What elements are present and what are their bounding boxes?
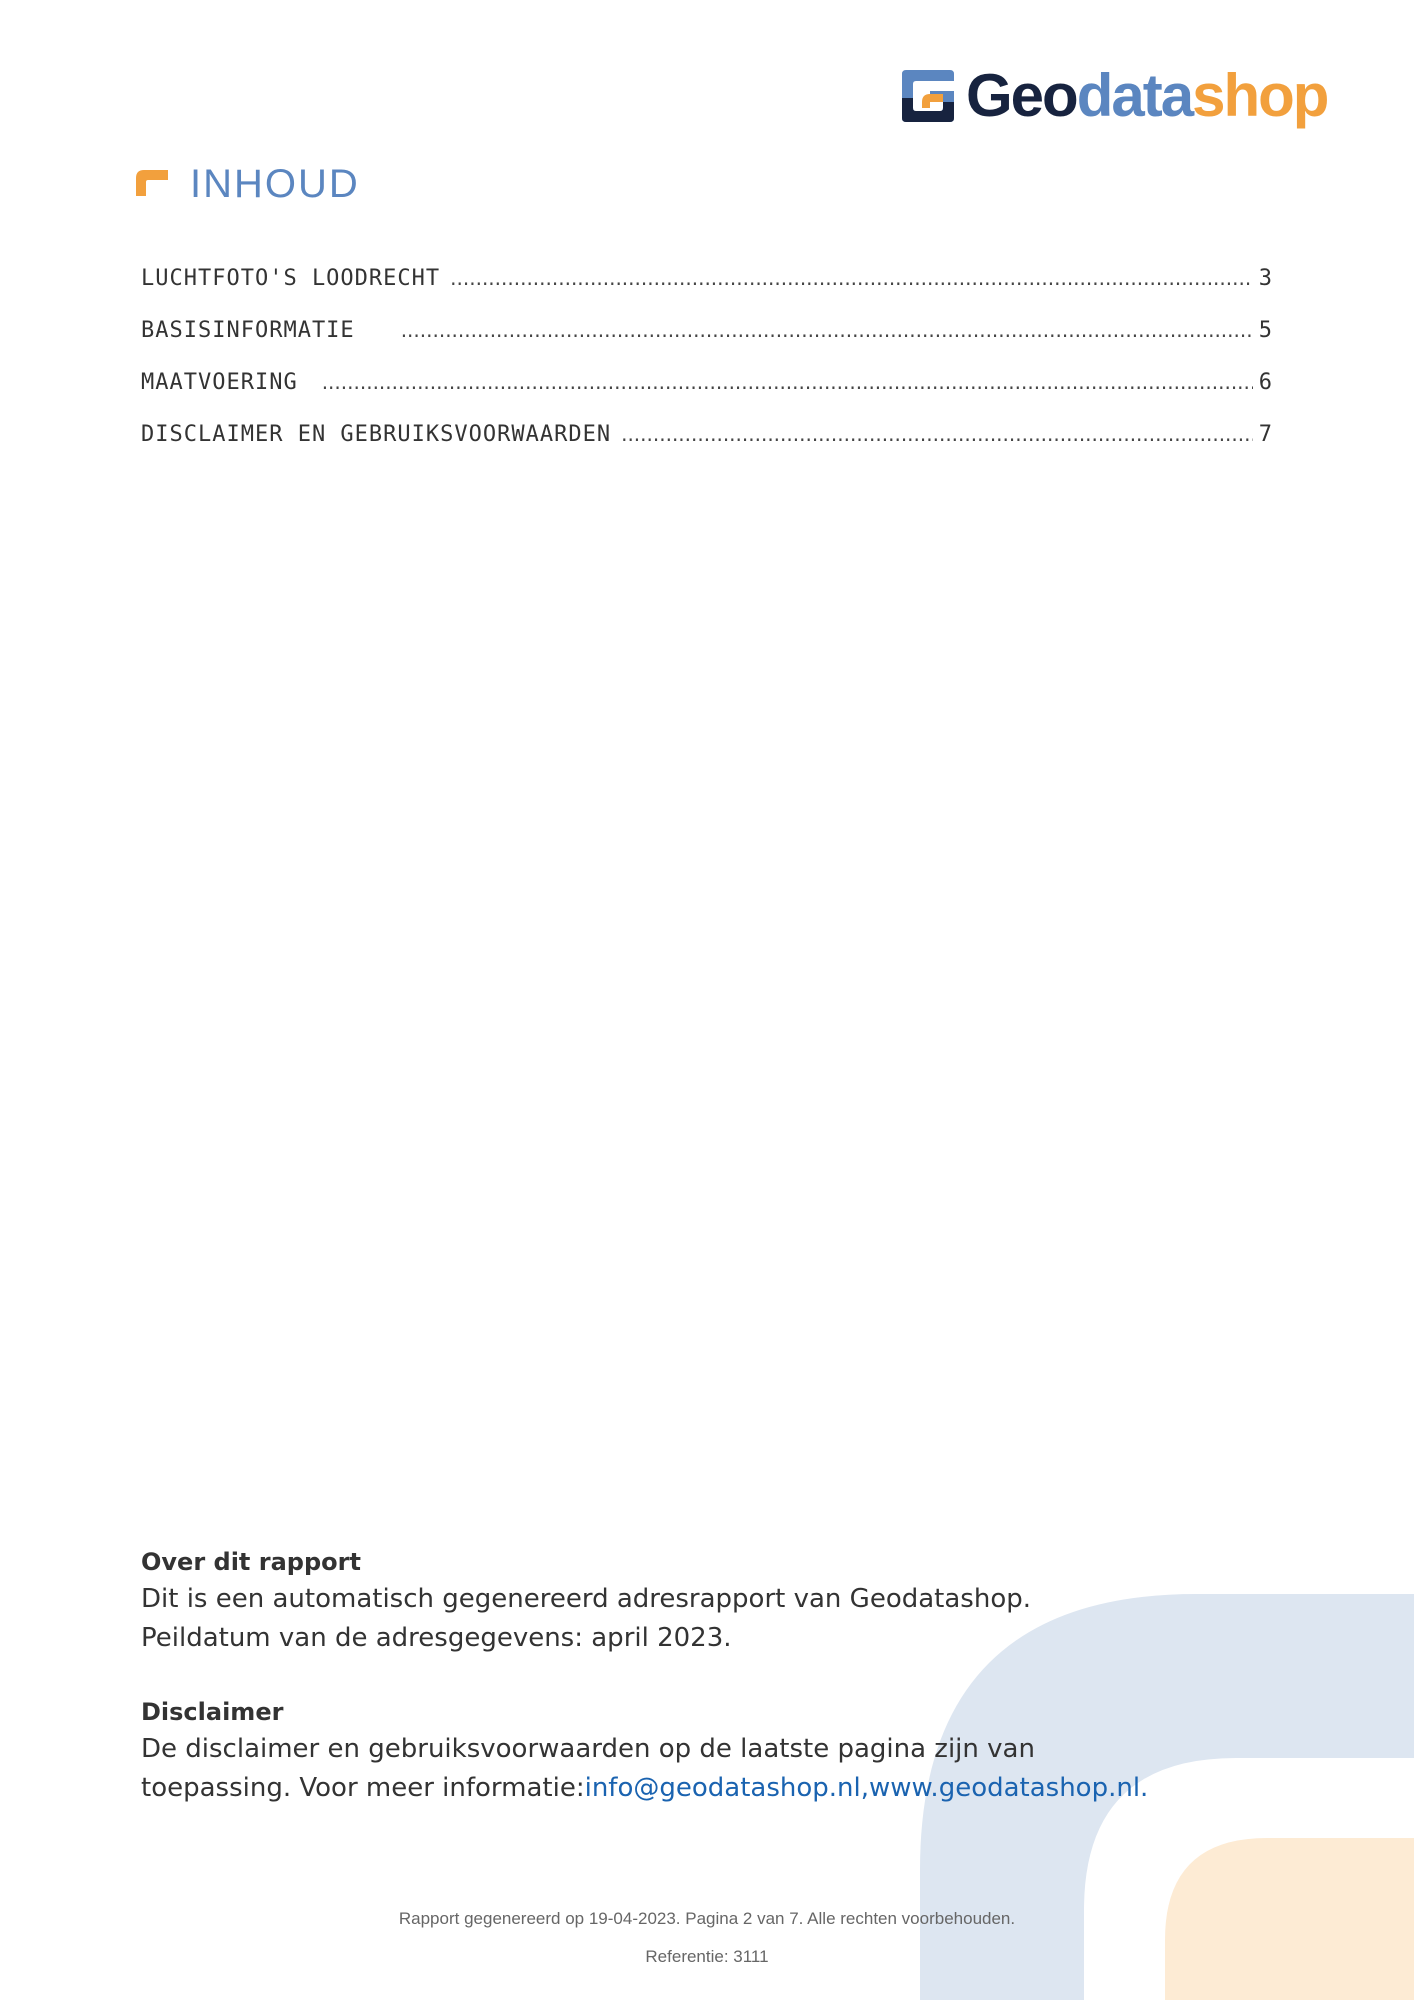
toc-entry-title: LUCHTFOTO'S LOODRECHT [141, 266, 441, 291]
about-line-2: Peildatum van de adresgegevens: april 2023. [141, 1623, 732, 1653]
about-line-1: Dit is een automatisch gegenereerd adresrapport van Geodatashop. [141, 1584, 1031, 1614]
toc-entry-title: BASISINFORMATIE [141, 318, 355, 343]
footer-reference: Referentie: 3111 [645, 1947, 769, 1966]
table-of-contents [141, 266, 1272, 474]
footer-generated-info: Rapport gegenereerd op 19-04-2023. Pagina 2 van 7. Alle rechten voorbehouden. [398, 1909, 1016, 1928]
about-heading: Over dit rapport [141, 1548, 361, 1576]
toc-entry-page: 5 [1258, 318, 1272, 343]
logo-wordmark [966, 62, 1328, 129]
toc-dot-leader [322, 370, 1253, 394]
toc-heading [134, 160, 360, 208]
toc-entry-page: 3 [1258, 266, 1272, 291]
website-link[interactable]: www.geodatashop.nl. [869, 1773, 1149, 1803]
toc-entry-disclaimer[interactable] [141, 422, 1272, 474]
toc-entry-maatvoering[interactable] [141, 370, 1272, 422]
email-link[interactable]: info@geodatashop.nl [584, 1773, 861, 1803]
logo-text-shop: shop [1192, 62, 1328, 129]
disclaimer-line-2 [141, 1769, 1241, 1808]
toc-entry-page: 7 [1258, 422, 1272, 447]
disclaimer-section [141, 1694, 1241, 1808]
disclaimer-line-2-text: toepassing. Voor meer informatie: [141, 1773, 585, 1803]
toc-dot-leader [401, 318, 1253, 342]
disclaimer-heading: Disclaimer [141, 1698, 284, 1726]
geodatashop-logo-icon [900, 68, 956, 124]
toc-entry-page: 6 [1258, 370, 1272, 395]
page-title: INHOUD [190, 162, 360, 206]
report-info [141, 1544, 1241, 1808]
toc-dot-leader [450, 266, 1253, 290]
link-separator: , [860, 1773, 870, 1803]
page-footer [0, 1900, 1414, 1976]
toc-entry-basisinformatie[interactable] [141, 318, 1272, 370]
corner-bracket-icon [134, 166, 170, 202]
brand-logo [900, 62, 1328, 129]
toc-entry-luchtfotos[interactable] [141, 266, 1272, 318]
logo-text-data: data [1076, 62, 1193, 129]
disclaimer-line-1: De disclaimer en gebruiksvoorwaarden op de laatste pagina zijn van [141, 1734, 1035, 1764]
toc-dot-leader [621, 422, 1253, 446]
toc-entry-title: DISCLAIMER EN GEBRUIKSVOORWAARDEN [141, 422, 612, 447]
logo-text-geo: Geo [966, 62, 1077, 129]
toc-entry-title: MAATVOERING [141, 370, 298, 395]
